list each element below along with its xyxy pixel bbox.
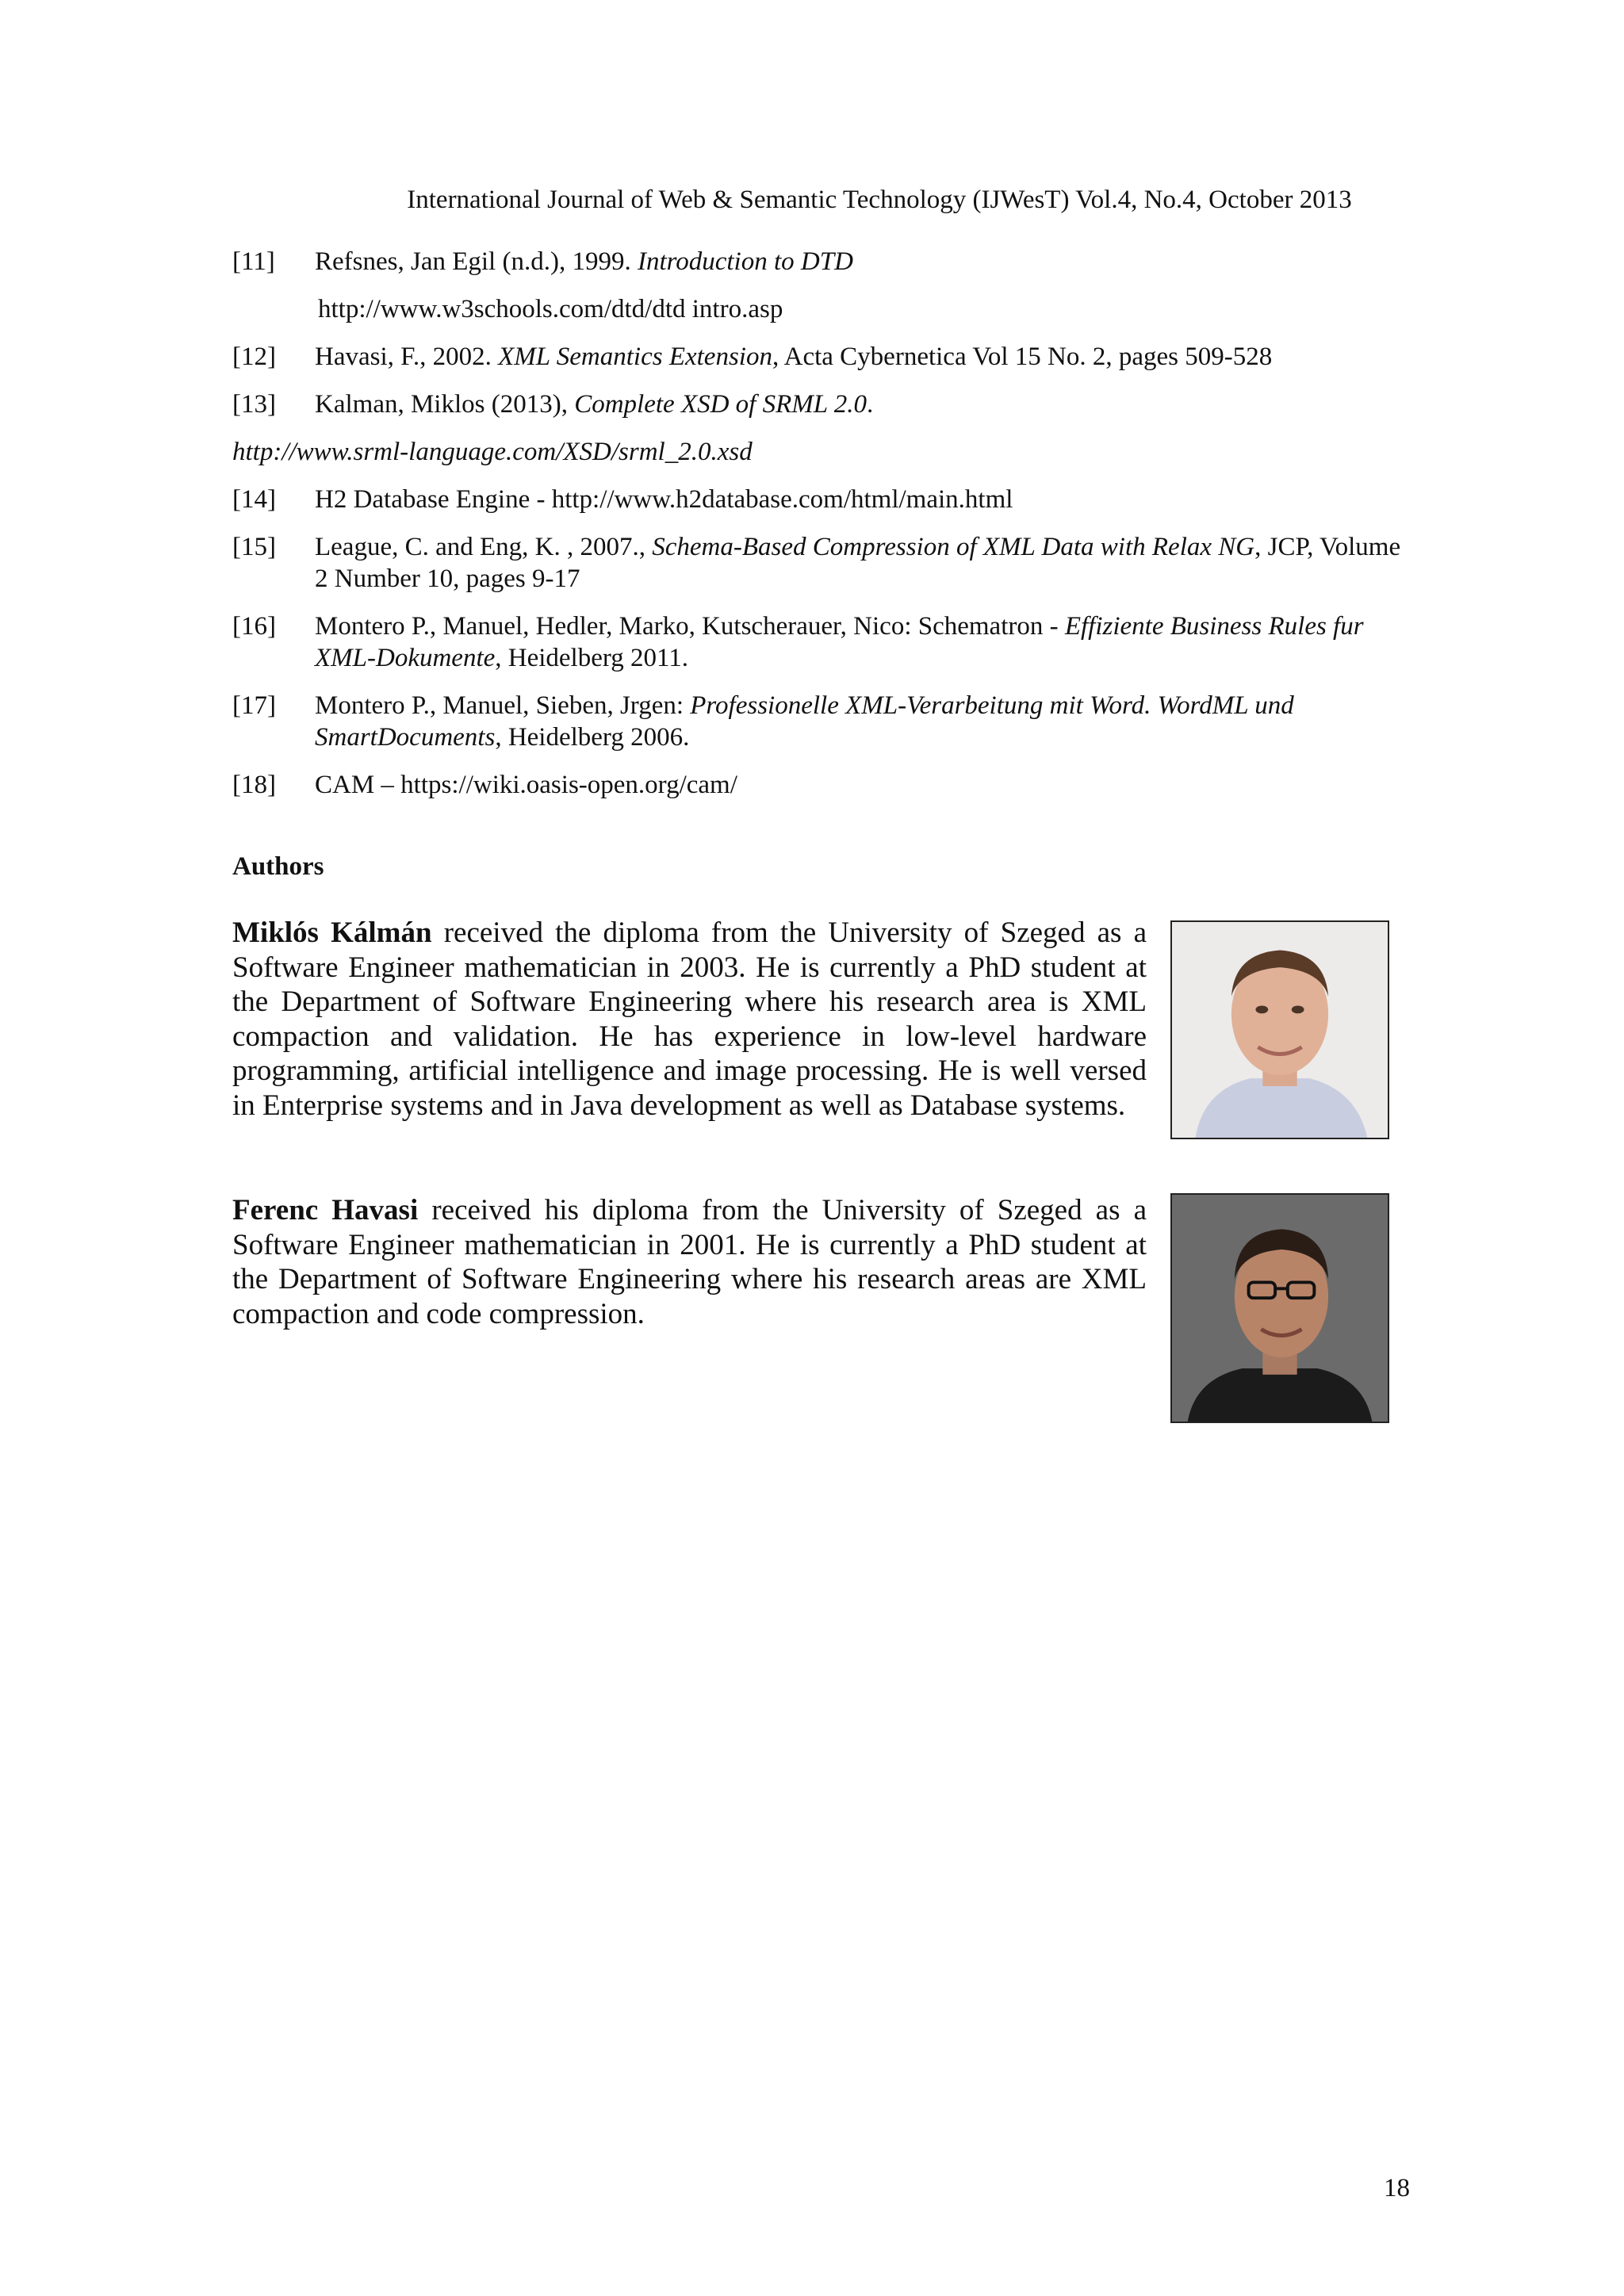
page-number: 18 — [1384, 2174, 1410, 2202]
reference-item — [232, 690, 1406, 753]
author-bio — [232, 1193, 1147, 1331]
reference-number: [12] — [232, 342, 276, 371]
author-name: Miklós Kálmán — [232, 916, 432, 949]
reference-number: [17] — [232, 691, 276, 720]
reference-title: Professionelle XML-Verarbeitung mit Word. WordML und SmartDocuments — [315, 691, 1294, 752]
author-portrait-image — [1172, 922, 1388, 1138]
reference-title: Introduction to DTD — [637, 247, 853, 276]
reference-text: Refsnes, Jan Egil (n.d.), 1999. — [315, 247, 638, 276]
reference-text: Montero P., Manuel, Sieben, Jrgen: — [315, 691, 691, 720]
reference-title: Effiziente Business Rules fur XML-Dokumente — [315, 612, 1364, 672]
author-bio — [232, 916, 1147, 1123]
reference-item — [232, 769, 1406, 801]
authors-heading: Authors — [232, 852, 324, 881]
reference-item — [232, 531, 1406, 595]
reference-text-post: , JCP, Volume 2 Number 10, pages 9-17 — [315, 533, 1401, 593]
reference-list — [232, 246, 1406, 817]
journal-header: International Journal of Web & Semantic Technology (IJWesT) Vol.4, No.4, October 2013 — [407, 186, 1352, 214]
reference-text: CAM – https://wiki.oasis-open.org/cam/ — [315, 771, 737, 799]
author-photo — [1170, 1193, 1389, 1423]
author-photo — [1170, 920, 1389, 1139]
author-name: Ferenc Havasi — [232, 1194, 419, 1226]
reference-title: XML Semantics Extension — [498, 342, 772, 371]
reference-url: http://www.w3schools.com/dtd/dtd intro.asp — [318, 295, 783, 323]
reference-text: Kalman, Miklos (2013), — [315, 390, 575, 419]
reference-title: Schema-Based Compression of XML Data with Relax NG — [652, 533, 1255, 561]
reference-text-post: , Heidelberg 2006. — [495, 723, 690, 752]
reference-item — [232, 246, 1406, 325]
reference-text-post: , Acta Cybernetica Vol 15 No. 2, pages 509-528 — [772, 342, 1273, 371]
reference-item — [232, 610, 1406, 674]
reference-number: [14] — [232, 485, 276, 514]
reference-number: [11] — [232, 247, 275, 276]
reference-title: Complete XSD of SRML 2.0 — [574, 390, 868, 419]
reference-text: H2 Database Engine - http://www.h2database.com/html/main.html — [315, 485, 1013, 514]
author-bio-text: received his diploma from the University of Szeged as a Software Engineer mathematician in 2001. He is currently a PhD student at the Department of Software Engineering where his research areas are XML compaction and code compression. — [232, 1194, 1147, 1330]
reference-text: Montero P., Manuel, Hedler, Marko, Kutscherauer, Nico: Schematron - — [315, 612, 1065, 641]
reference-text: League, C. and Eng, K. , 2007., — [315, 533, 653, 561]
reference-number: [15] — [232, 533, 276, 561]
srml-xsd-url: http://www.srml-language.com/XSD/srml_2.0.xsd — [232, 438, 753, 466]
reference-number: [16] — [232, 612, 276, 641]
author-portrait-image — [1172, 1195, 1388, 1422]
reference-number: [18] — [232, 771, 276, 799]
reference-item — [232, 484, 1406, 515]
reference-text-post: . — [867, 390, 874, 419]
reference-text: Havasi, F., 2002. — [315, 342, 499, 371]
reference-item — [232, 341, 1406, 373]
reference-item — [232, 388, 1406, 420]
author-bio-text: received the diploma from the University of Szeged as a Software Engineer mathematician in 2003. He is currently a PhD student at the Department of Software Engineering where his research area is XML compaction and validation. He has experience in low-level hardware programming, artificial intelligence and image processing. He is well versed in Enterprise systems and in Java development as well as Database systems. — [232, 916, 1147, 1122]
reference-number: [13] — [232, 390, 276, 419]
reference-text-post: , Heidelberg 2011. — [495, 644, 689, 672]
